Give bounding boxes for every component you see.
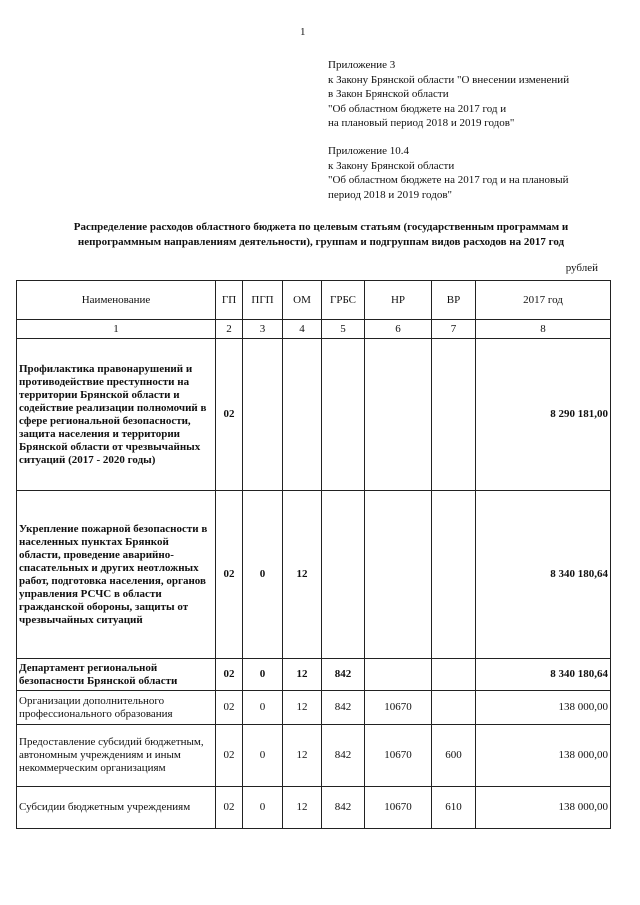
- col-header-name: Наименование: [17, 281, 216, 320]
- cell-nr: 10670: [365, 725, 432, 787]
- cell-om: 12: [283, 725, 322, 787]
- column-index: 4: [283, 320, 322, 339]
- row-name: Укрепление пожарной безопасности в населенных пунктах Брянкой области, проведение аварийно-спасательных и других неотложных работ, подготовка населения, органов управления РСЧС в области гражданской обороны, защиты от чрезвычайных ситуаций: [17, 491, 216, 659]
- row-name: Департамент региональной безопасности Брянской области: [17, 659, 216, 691]
- column-index: 5: [322, 320, 365, 339]
- cell-pgp: 0: [243, 725, 283, 787]
- annex-line: период 2018 и 2019 годов": [328, 188, 453, 201]
- annex-line: в Закон Брянской области: [328, 88, 449, 100]
- table-row: [17, 691, 611, 725]
- table-row: [17, 787, 611, 829]
- col-header-pgp: ПГП: [243, 281, 283, 320]
- col-header-gp: ГП: [216, 281, 243, 320]
- document-title: [24, 220, 618, 250]
- table-row: [17, 725, 611, 787]
- cell-gp: 02: [216, 339, 243, 491]
- annex-line: к Закону Брянской области "О внесении изменений: [328, 73, 570, 86]
- column-index: 3: [243, 320, 283, 339]
- cell-om: 12: [283, 491, 322, 659]
- cell-amount: 138 000,00: [476, 787, 611, 829]
- cell-om: 12: [283, 787, 322, 829]
- cell-om: 12: [283, 659, 322, 691]
- column-index: 7: [432, 320, 476, 339]
- annex-line: "Об областном бюджете на 2017 год и на плановый: [328, 174, 569, 186]
- cell-nr: [365, 491, 432, 659]
- col-header-vr: ВР: [432, 281, 476, 320]
- cell-grbs: 842: [322, 725, 365, 787]
- title-line-1: Распределение расходов областного бюджета по целевым статьям (государственным программам и: [73, 221, 569, 233]
- cell-nr: [365, 659, 432, 691]
- cell-grbs: [322, 339, 365, 491]
- cell-vr: 610: [432, 787, 476, 829]
- annex-line: к Закону Брянской области: [328, 159, 455, 172]
- cell-amount: 138 000,00: [476, 725, 611, 787]
- cell-vr: [432, 491, 476, 659]
- column-index: 8: [476, 320, 611, 339]
- cell-nr: 10670: [365, 787, 432, 829]
- cell-gp: 02: [216, 691, 243, 725]
- annex-line: "Об областном бюджете на 2017 год и: [328, 102, 507, 115]
- cell-amount: 138 000,00: [476, 691, 611, 725]
- cell-pgp: 0: [243, 787, 283, 829]
- annex-3-reference: [328, 58, 569, 131]
- cell-grbs: 842: [322, 659, 365, 691]
- cell-vr: [432, 691, 476, 725]
- row-name: Организации дополнительного профессионального образования: [17, 691, 216, 725]
- cell-grbs: [322, 491, 365, 659]
- column-index: 6: [365, 320, 432, 339]
- page-number: 1: [300, 26, 306, 38]
- table-row: [17, 339, 611, 491]
- col-header-grbs: ГРБС: [322, 281, 365, 320]
- table-row: [17, 491, 611, 659]
- cell-vr: [432, 659, 476, 691]
- cell-pgp: 0: [243, 491, 283, 659]
- cell-grbs: 842: [322, 787, 365, 829]
- cell-pgp: 0: [243, 691, 283, 725]
- budget-table: [16, 280, 611, 829]
- cell-amount: 8 340 180,64: [476, 659, 611, 691]
- cell-om: [283, 339, 322, 491]
- annex-line: Приложение 3: [328, 59, 396, 71]
- col-header-om: ОМ: [283, 281, 322, 320]
- col-header-nr: НР: [365, 281, 432, 320]
- cell-pgp: 0: [243, 659, 283, 691]
- cell-vr: 600: [432, 725, 476, 787]
- cell-amount: 8 340 180,64: [476, 491, 611, 659]
- title-line-2: непрограммным направлениям деятельности), группам и подгруппам видов расходов на 2017 год: [77, 236, 565, 248]
- col-header-amount: 2017 год: [476, 281, 611, 320]
- cell-gp: 02: [216, 725, 243, 787]
- table-row: [17, 659, 611, 691]
- annex-line: на плановый период 2018 и 2019 годов": [328, 117, 515, 129]
- cell-amount: 8 290 181,00: [476, 339, 611, 491]
- annex-10-4-reference: [328, 144, 569, 202]
- row-name: Субсидии бюджетным учреждениям: [17, 787, 216, 829]
- cell-pgp: [243, 339, 283, 491]
- column-index: 2: [216, 320, 243, 339]
- cell-nr: [365, 339, 432, 491]
- cell-gp: 02: [216, 491, 243, 659]
- cell-vr: [432, 339, 476, 491]
- currency-unit: рублей: [565, 262, 598, 274]
- row-name: Профилактика правонарушений и противодействие преступности на территории Брянской области и содействие реализации полномочий в сфере региональной безопасности, защита населения и территории Брянской области от чрезвычайных ситуаций (2017 - 2020 годы): [17, 339, 216, 491]
- cell-om: 12: [283, 691, 322, 725]
- cell-gp: 02: [216, 659, 243, 691]
- annex-line: Приложение 10.4: [328, 145, 410, 157]
- column-index: 1: [17, 320, 216, 339]
- table-header-row: [17, 281, 611, 320]
- row-name: Предоставление субсидий бюджетным, автономным учреждениям и иным некоммерческим организациям: [17, 725, 216, 787]
- cell-nr: 10670: [365, 691, 432, 725]
- column-index-row: [17, 320, 611, 339]
- cell-gp: 02: [216, 787, 243, 829]
- cell-grbs: 842: [322, 691, 365, 725]
